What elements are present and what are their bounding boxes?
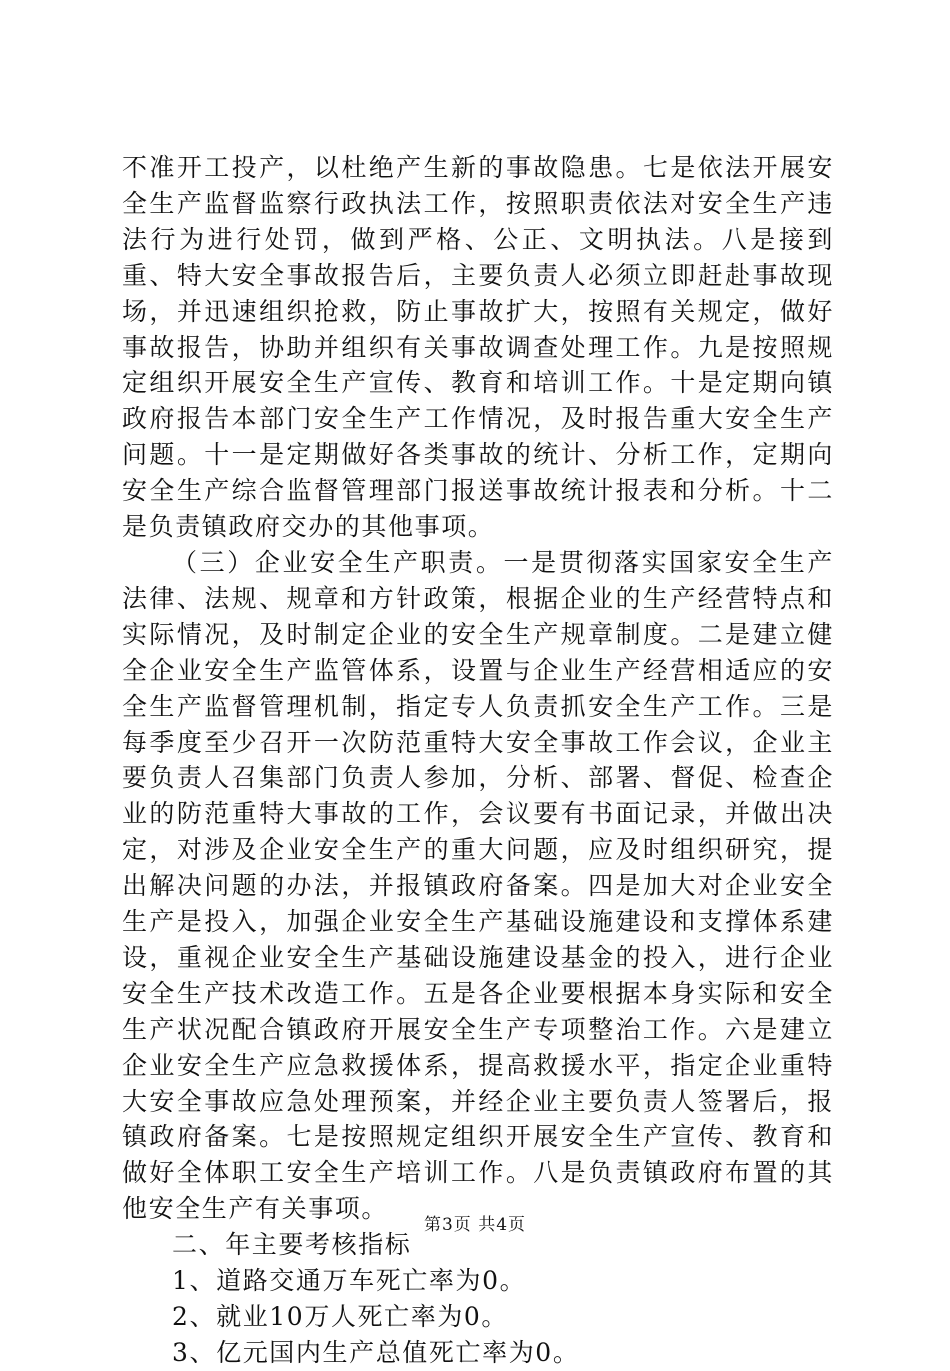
page-number-label: 第3页 共4页 [423,1215,527,1235]
document-body [122,150,834,1371]
section-two-heading: 二、年主要考核指标 [172,1230,412,1260]
paragraph-continuation: 不准开工投产，以杜绝产生新的事故隐患。七是依法开展安全生产监督监察行政执法工作，按照职责依法对安全生产违法行为进行处罚，做到严格、公正、文明执法。八是接到重、特大安全事故报告后，主要负责人必须立即赶赴事故现场，并迅速组织抢救，防止事故扩大，按照有关规定，做好事故报告，协助并组织有关事故调查处理工作。九是按照规定组织开展安全生产宣传、教育和培训工作。十是定期向镇政府报告本部门安全生产工作情况，及时报告重大安全生产问题。十一是定期做好各类事故的统计、分析工作，定期向安全生产综合监督管理部门报送事故统计报表和分析。十二是负责镇政府交办的其他事项。 [122,153,834,542]
paragraph-enterprise-duties: （三）企业安全生产职责。一是贯彻落实国家安全生产法律、法规、规章和方针政策，根据企业的生产经营特点和实际情况，及时制定企业的安全生产规章制度。二是建立健全企业安全生产监管体系，设置与企业生产经营相适应的安全生产监督管理机制，指定专人负责抓安全生产工作。三是每季度至少召开一次防范重特大安全事故工作会议，企业主要负责人召集部门负责人参加，分析、部署、督促、检查企业的防范重特大事故的工作，会议要有书面记录，并做出决定，对涉及企业安全生产的重大问题，应及时组织研究，提出解决问题的办法，并报镇政府备案。四是加大对企业安全生产是投入，加强企业安全生产基础设施建设和支撑体系建设，重视企业安全生产基础设施建设基金的投入，进行企业安全生产技术改造工作。五是各企业要根据本身实际和安全生产状况配合镇政府开展安全生产专项整治工作。六是建立企业安全生产应急救援体系，提高救援水平，指定企业重特大安全事故应急处理预案，并经企业主要负责人签署后，报镇政府备案。七是按照规定组织开展安全生产宣传、教育和做好全体职工安全生产培训工作。八是负责镇政府布置的其他安全生产有关事项。 [122,547,834,1224]
indicator-item-3: 3、亿元国内生产总值死亡率为0。 [172,1337,580,1367]
indicator-item-1: 1、道路交通万车死亡率为0。 [172,1266,527,1296]
page-footer [0,1214,950,1236]
indicator-item-2: 2、就业10万人死亡率为0。 [172,1302,509,1331]
